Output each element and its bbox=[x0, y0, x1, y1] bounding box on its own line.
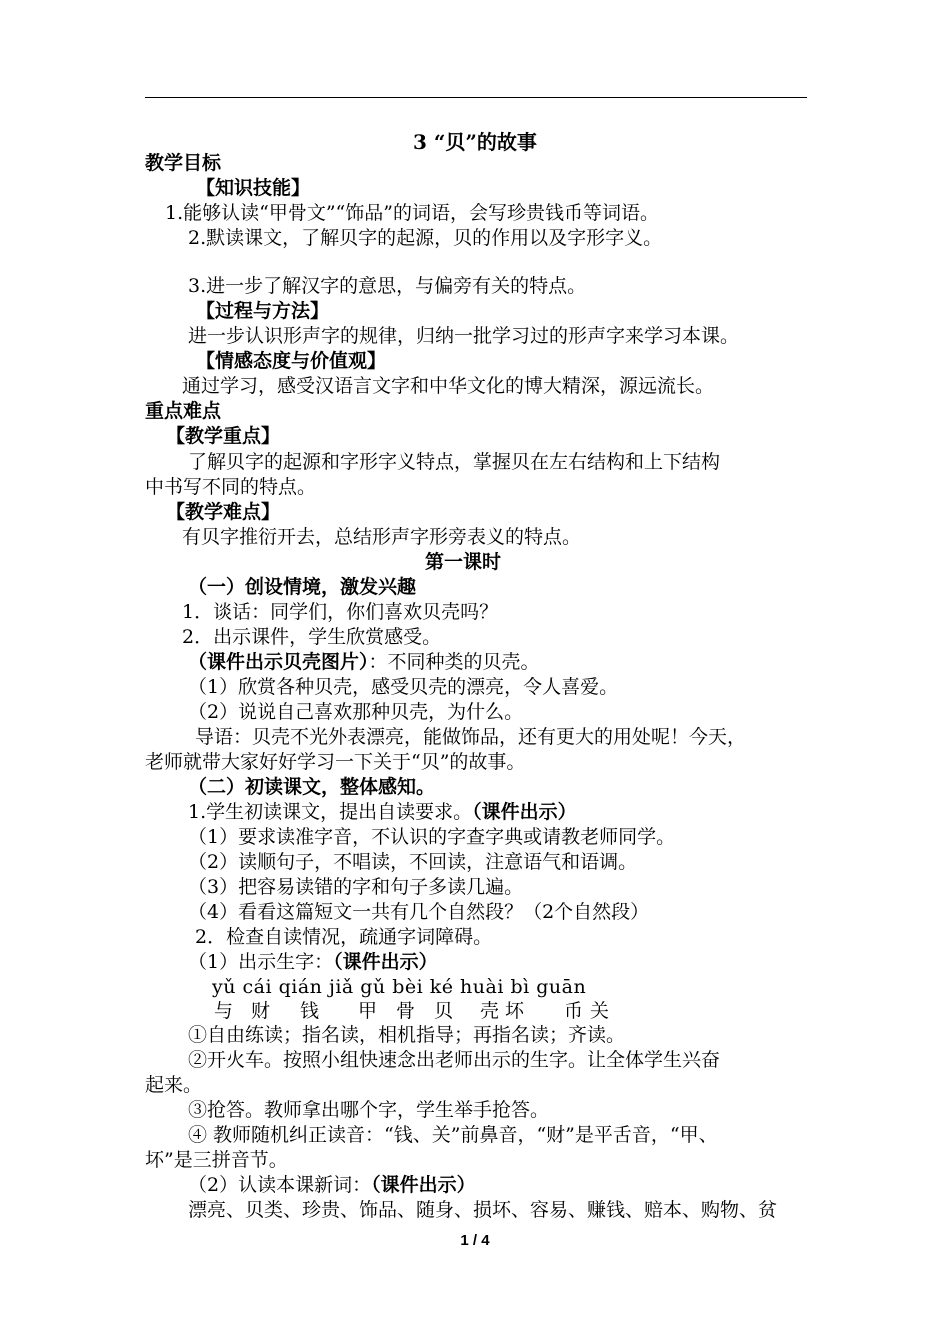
practice-2-line2: 起来。 bbox=[145, 1074, 203, 1096]
char-item: 坏 bbox=[505, 1000, 525, 1022]
knowledge-item-2: 2.默读课文，了解贝字的起源，贝的作用以及字形字义。 bbox=[188, 227, 663, 249]
heading-keypoints: 重点难点 bbox=[145, 400, 222, 422]
new-words-intro bbox=[188, 1173, 476, 1197]
read-step-1 bbox=[188, 800, 577, 824]
char-item: 关 bbox=[590, 1000, 610, 1022]
page-number: 1 / 4 bbox=[460, 1232, 490, 1249]
step-talk: 1．谈话：同学们，你们喜欢贝壳吗？ bbox=[182, 601, 499, 623]
read-req-2: （2）读顺句子，不唱读，不回读，注意语气和语调。 bbox=[188, 851, 638, 873]
practice-4-line2: 坏”是三拼音节。 bbox=[145, 1149, 288, 1171]
subheading-focus: 【教学重点】 bbox=[166, 425, 281, 447]
show-new-chars-text: （1）出示生字： bbox=[188, 951, 334, 973]
subheading-emotion: 【情感态度与价值观】 bbox=[196, 350, 387, 372]
new-words-text: （2）认读本课新词： bbox=[188, 1174, 372, 1196]
subheading-knowledge: 【知识技能】 bbox=[196, 177, 311, 199]
page-title: 3 “贝”的故事 bbox=[413, 130, 537, 154]
read-req-1: （1）要求读准字音，不认识的字查字典或请教老师同学。 bbox=[188, 826, 676, 848]
practice-2-line1: ②开火车。按照小组快速念出老师出示的生字。让全体学生兴奋 bbox=[188, 1049, 721, 1071]
practice-4-line1: ④ 教师随机纠正读音：“钱、关”前鼻音，“财”是平舌音，“甲、 bbox=[188, 1124, 718, 1146]
subheading-process: 【过程与方法】 bbox=[196, 300, 330, 322]
pinyin-row: yǔ cái qián jiǎ gǔ bèi ké huài bì guān bbox=[212, 976, 587, 998]
intro-line1: 导语：贝壳不光外表漂亮，能做饰品，还有更大的用处呢！今天， bbox=[195, 726, 747, 748]
show-new-chars bbox=[188, 950, 438, 974]
process-text: 进一步认识形声字的规律，归纳一批学习过的形声字来学习本课。 bbox=[188, 325, 740, 347]
char-item: 骨 bbox=[396, 1000, 416, 1022]
new-words-courseware: （课件出示） bbox=[371, 1174, 476, 1196]
difficulty-text: 有贝字推衍开去，总结形声字形旁表义的特点。 bbox=[182, 526, 582, 548]
intro-line2: 老师就带大家好好学习一下关于“贝”的故事。 bbox=[145, 751, 526, 773]
focus-text-line1: 了解贝字的起源和字形字义特点，掌握贝在左右结构和上下结构 bbox=[188, 451, 721, 473]
read-req-3: （3）把容易读错的字和句子多读几遍。 bbox=[188, 876, 524, 898]
lesson-heading: 第一课时 bbox=[425, 551, 502, 573]
chars-row bbox=[214, 999, 614, 1023]
step-show: 2．出示课件，学生欣赏感受。 bbox=[182, 626, 442, 648]
practice-1: ①自由练读；指名读，相机指导；再指名读；齐读。 bbox=[188, 1024, 626, 1046]
char-item: 与 bbox=[214, 1000, 234, 1022]
char-item: 壳 bbox=[480, 1000, 500, 1022]
header-rule bbox=[145, 97, 807, 98]
heading-goals: 教学目标 bbox=[145, 152, 222, 174]
char-item: 币 bbox=[564, 1000, 584, 1022]
char-item: 甲 bbox=[358, 1000, 378, 1022]
courseware-desc: ：不同种类的贝壳。 bbox=[368, 651, 540, 673]
step-appreciate: （1）欣赏各种贝壳，感受贝壳的漂亮，令人喜爱。 bbox=[188, 676, 619, 698]
knowledge-item-1: 1.能够认读“甲骨文”“饰品”的词语，会写珍贵钱币等词语。 bbox=[165, 202, 659, 224]
char-item: 钱 bbox=[300, 1000, 320, 1022]
char-item: 财 bbox=[251, 1000, 271, 1022]
show-new-chars-courseware: （课件出示） bbox=[333, 951, 438, 973]
read-step-1-courseware: （课件出示） bbox=[472, 801, 577, 823]
focus-text-line2: 中书写不同的特点。 bbox=[145, 476, 317, 498]
part1-heading: （一）创设情境，激发兴趣 bbox=[188, 576, 417, 598]
courseware-label: （课件出示贝壳图片） bbox=[188, 651, 369, 673]
read-req-4: （4）看看这篇短文一共有几个自然段？（2个自然段） bbox=[188, 901, 650, 923]
emotion-text: 通过学习，感受汉语言文字和中华文化的博大精深，源远流长。 bbox=[182, 375, 715, 397]
step-discuss: （2）说说自己喜欢那种贝壳，为什么。 bbox=[188, 701, 524, 723]
courseware-shells bbox=[188, 650, 540, 674]
read-step-1-text: 1.学生初读课文，提出自读要求。 bbox=[188, 801, 473, 823]
char-item: 贝 bbox=[434, 1000, 454, 1022]
practice-3: ③抢答。教师拿出哪个字，学生举手抢答。 bbox=[188, 1099, 550, 1121]
read-step-2: 2．检查自读情况，疏通字词障碍。 bbox=[195, 926, 493, 948]
new-words-list: 漂亮、贝类、珍贵、饰品、随身、损坏、容易、赚钱、赔本、购物、贫 bbox=[188, 1199, 778, 1221]
knowledge-item-3: 3.进一步了解汉字的意思，与偏旁有关的特点。 bbox=[188, 275, 587, 297]
subheading-difficulty: 【教学难点】 bbox=[166, 501, 281, 523]
part2-heading: （二）初读课文，整体感知。 bbox=[188, 776, 436, 798]
